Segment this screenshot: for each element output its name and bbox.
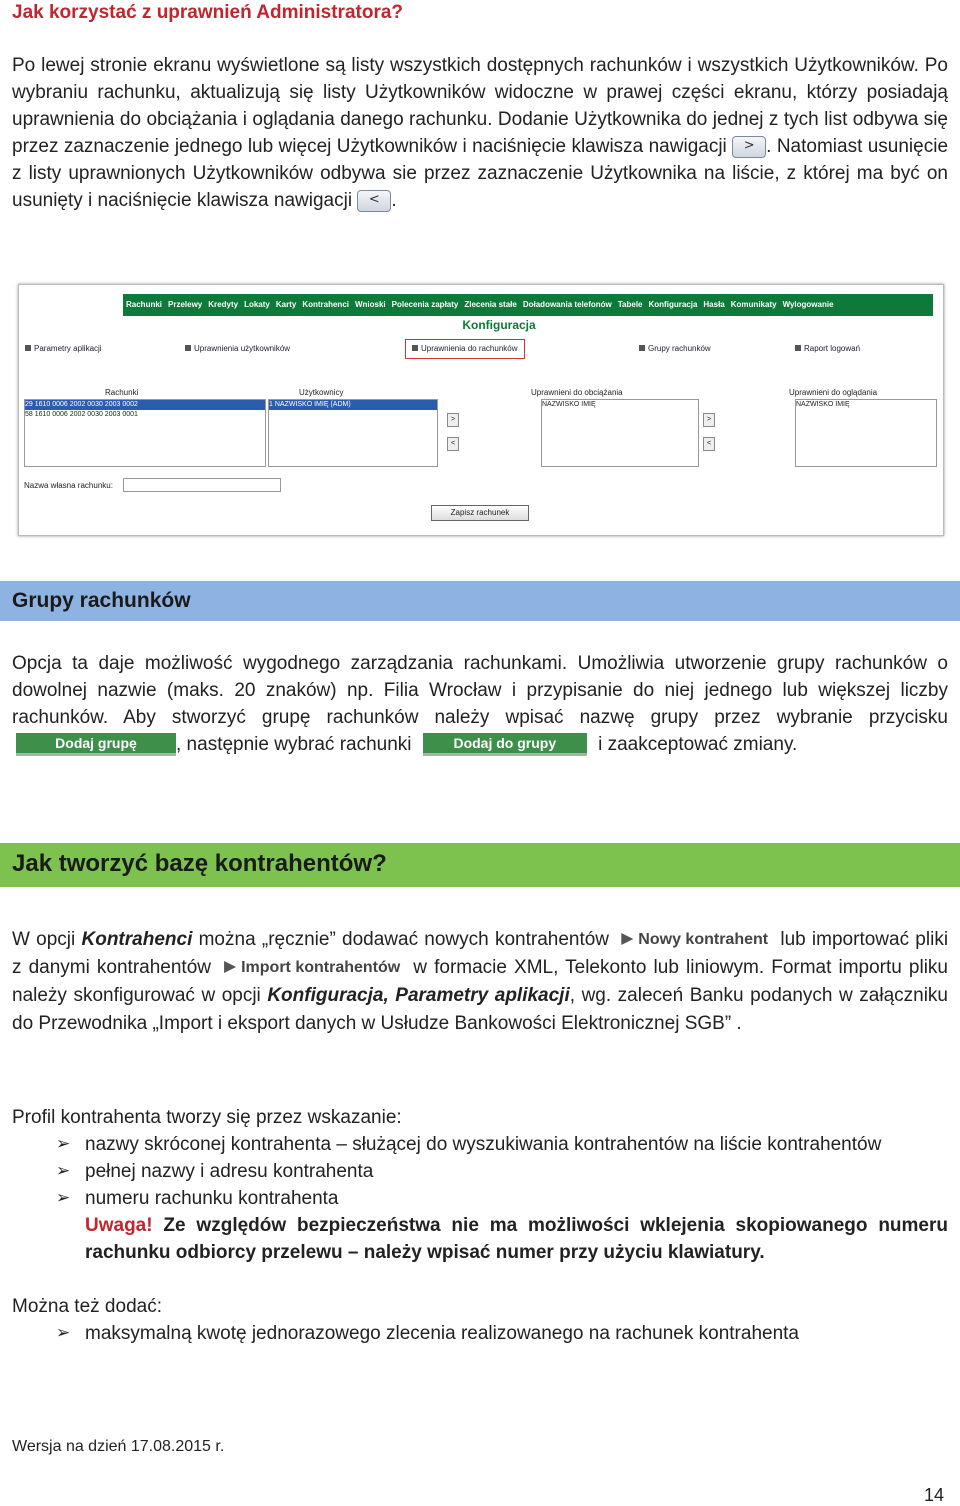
profile-intro: Profil kontrahenta tworzy się przez wskazanie: [12,1107,402,1128]
obciazania-list [541,399,699,467]
nav-add-button: > [732,136,766,158]
uzytkownicy-list [268,399,438,467]
menu-item: Lokaty [244,300,270,309]
subtab-grupy-rachunkow: Grupy rachunków [639,342,711,356]
contractors-t1: W opcji [12,929,76,951]
subtab-raport-logowan: Raport logowań [795,342,860,356]
list-item: NAZWISKO IMIĘ [796,401,850,408]
also-list [12,1320,948,1347]
ogladania-list [795,399,937,467]
add-to-group-button: Dodaj do grupy [423,733,587,756]
save-account-button: Zapisz rachunek [431,505,529,521]
footer-version: Wersja na dzień 17.08.2015 r. [12,1438,225,1455]
menu-item: Rachunki [126,300,163,309]
list-item: NAZWISKO IMIĘ [542,401,596,408]
play-icon [224,961,236,973]
label-rachunki: Rachunki [105,388,139,397]
admin-paragraph [12,52,948,214]
subtab-uprawnienia-uzytkownikow: Uprawnienia użytkowników [185,342,290,356]
groups-text-a: Opcja ta daje możliwość wygodnego zarządzania rachunkami. Umożliwia utworzenie grupy rachunków o dowolnej nazwie (maks. 20 znaków) np. Filia Wrocław i przypisanie do niej jednego lub większej liczby rachunków. Aby stworzyć grupę rachunków należy wpisać nazwę grupy przez wybranie przycisku [12,653,948,728]
contractors-t4: w formacie XML, Telekonto lub liniowym. Format importu pliku należy skonfigurować w opcji [12,957,948,1007]
section-contractors-title: Jak tworzyć bazę kontrahentów? [12,850,387,877]
arrow-right-button-2: > [703,413,715,427]
menu-item: Doładowania telefonów [522,300,612,309]
menu-item: Kontrahenci [302,300,349,309]
menu-item: Hasła [703,300,725,309]
section-contractors-header [0,843,960,887]
list-item: ➢ numeru rachunku kontrahenta [12,1185,948,1212]
warning-label: Uwaga! [85,1215,153,1236]
list-item: ➢ maksymalną kwotę jednorazowego zlecenia realizowanego na rachunek kontrahenta [12,1320,948,1347]
contractors-t1-bold: Kontrahenci [81,929,193,951]
play-icon [621,933,633,945]
menu-item: Wylogowanie [782,300,834,309]
list-item: ➢ pełnej nazwy i adresu kontrahenta [12,1158,948,1185]
profile-list [12,1131,948,1212]
section-groups-title: Grupy rachunków [12,589,191,612]
menu-item: Komunikaty [730,300,777,309]
contractors-t5: , wg. zaleceń Banku podanych w załączniku do Przewodnika „Import i eksport danych w Usłudze Bankowości Elektronicznej SGB” . [12,985,949,1035]
screenshot-menubar [123,294,933,316]
list-item: 58 1610 0006 2002 0030 2003 0001 [25,411,138,418]
add-group-button: Dodaj grupę [16,733,176,756]
groups-text-c: i zaakceptować zmiany. [598,734,798,755]
contractors-t2: można „ręcznie” dodawać nowych kontrahentów [198,929,610,951]
nav-remove-button: < [357,190,391,212]
label-uzytkownicy: Użytkownicy [299,388,344,397]
menu-item: Karty [275,300,297,309]
subtab-parametry: Parametry aplikacji [25,342,102,356]
admin-text-a: Po lewej stronie ekranu wyświetlone są listy wszystkich dostępnych rachunków i wszystkich Użytkowników. Po wybraniu rachunku, aktualizują się listy Użytkowników widoczne w prawej części ekranu, którzy posiadają uprawnienia do obciążania i oglądania danego rachunku. Dodanie Użytkownika do jednej z tych list odbywa się przez zaznaczenie jednego lub więcej Użytkowników i naciśnięcie klawisza nawigacji [12,55,948,157]
admin-text-c: . [391,190,397,211]
name-label: Nazwa własna rachunku: [24,481,113,490]
list-item: ➢ nazwy skróconej kontrahenta – służącej do wyszukiwania kontrahentów na liście kontrahentów [12,1131,948,1158]
groups-text-b: , następnie wybrać rachunki [176,734,412,755]
rachunki-list [24,399,266,467]
arrow-right-button: > [447,413,459,427]
name-input [123,478,281,492]
menu-item: Polecenia zapłaty [391,300,459,309]
label-ogladania: Uprawnieni do oglądania [789,388,878,397]
menu-item: Wnioski [354,300,386,309]
admin-text-b: . Natomiast usunięcie z listy uprawnionych Użytkowników odbywa sie przez zaznaczenie Użytkownika na liście, z której ma być on usunięty i naciśnięcie klawisza nawigacji [12,136,949,211]
menu-item: Przelewy [168,300,203,309]
screenshot-title: Konfiguracja [462,318,536,332]
subtab-uprawnienia-rachunkow: Uprawnienia do rachunków [405,339,525,359]
import-contractors-button: Import kontrahentów [224,954,400,982]
menu-item: Kredyty [208,300,239,309]
also-intro: Można też dodać: [12,1296,162,1317]
warning-note [12,1212,948,1266]
arrow-left-button: < [447,437,459,451]
menu-item: Tabele [617,300,643,309]
contractors-paragraph [12,926,948,1038]
contractors-t3: lub importować pliki z danymi kontrahentów [12,929,949,979]
page-number: 14 [924,1485,945,1505]
menu-item: Konfiguracja [648,300,698,309]
new-contractor-button: Nowy kontrahent [621,926,768,954]
label-obciazania: Uprawnieni do obciążania [531,388,623,397]
warning-text: Ze względów bezpieczeństwa nie ma możliwości wklejenia skopiowanego numeru rachunku odbiorcy przelewu – należy wpisać numer przy użyciu klawiatury. [85,1215,948,1263]
list-item: 29 1610 0006 2002 0030 2003 0002 [25,400,265,410]
list-item: 1 NAZWISKO IMIĘ (ADM) [269,400,437,410]
menu-item: Zlecenia stałe [464,300,517,309]
groups-paragraph [12,650,948,758]
arrow-left-button-2: < [703,437,715,451]
heading-admin: Jak korzystać z uprawnień Administratora? [12,2,404,23]
section-groups-header [0,581,960,621]
contractors-t4-bold: Konfiguracja, Parametry aplikacji [267,985,570,1007]
config-screenshot [18,284,944,536]
profile-block [12,1104,948,1347]
